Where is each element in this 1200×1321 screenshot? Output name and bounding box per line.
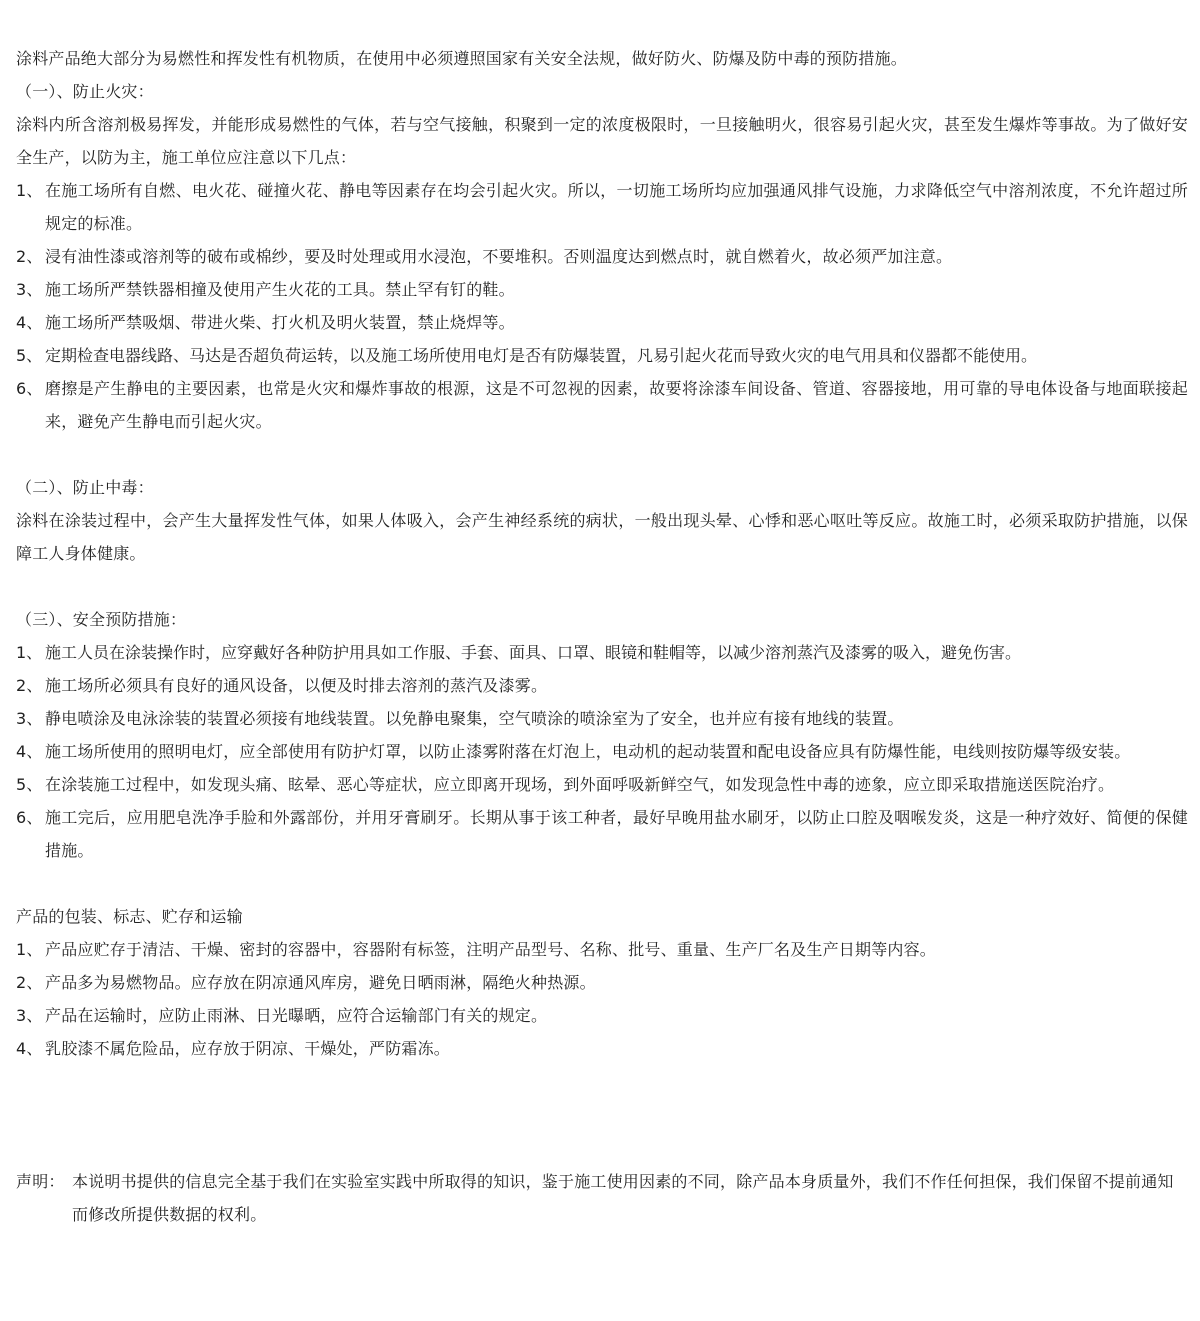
list-item-text: 产品多为易燃物品。应存放在阴凉通风库房，避免日晒雨淋，隔绝火种热源。 [45,973,596,992]
list-item [16,372,1188,438]
list-item-number: 6、 [16,808,43,827]
list-item-number: 4、 [16,1039,43,1058]
list-item-number: 3、 [16,280,43,299]
list-item [16,339,1188,372]
document-body [16,42,1188,1231]
list-item [16,240,1188,273]
list-item-text: 施工场所严禁吸烟、带进火柴、打火机及明火装置，禁止烧焊等。 [45,313,515,332]
section-spacer [16,1065,1188,1165]
list-item-number: 4、 [16,313,43,332]
storage-section-heading: 产品的包装、标志、贮存和运输 [16,907,243,926]
list-item-text: 产品在运输时，应防止雨淋、日光曝晒，应符合运输部门有关的规定。 [45,1006,548,1025]
list-item-number: 2、 [16,973,43,992]
poison-section-description: 涂料在涂装过程中，会产生大量挥发性气体，如果人体吸入，会产生神经系统的病状，一般出现头晕、心悸和恶心呕吐等反应。故施工时，必须采取防护措施，以保障工人身体健康。 [16,511,1188,563]
list-item-text: 静电喷涂及电泳涂装的装置必须接有地线装置。以免静电聚集，空气喷涂的喷涂室为了安全，也并应有接有地线的装置。 [45,709,904,728]
section-spacer [16,570,1188,603]
list-item-text: 在涂装施工过程中，如发现头痛、眩晕、恶心等症状，应立即离开现场，到外面呼吸新鲜空气，如发现急性中毒的迹象，应立即采取措施送医院治疗。 [45,775,1115,794]
safety-section-heading: （三）、安全预防措施： [16,610,187,629]
list-item [16,1032,1188,1065]
list-item-number: 3、 [16,709,43,728]
list-item-text: 施工人员在涂装操作时，应穿戴好各种防护用具如工作服、手套、面具、口罩、眼镜和鞋帽等，以减少溶剂蒸汽及漆雾的吸入，避免伤害。 [45,643,1022,662]
fire-section-heading: （一）、防止火灾： [16,82,154,101]
declaration-label: 声明： [16,1172,65,1191]
list-item-text: 施工场所使用的照明电灯，应全部使用有防护灯罩，以防止漆雾附落在灯泡上，电动机的起动装置和配电设备应具有防爆性能，电线则按防爆等级安装。 [45,742,1131,761]
list-item [16,966,1188,999]
list-item-number: 1、 [16,181,43,200]
list-item [16,669,1188,702]
list-item [16,735,1188,768]
list-item-text: 施工完后，应用肥皂洗净手脸和外露部份，并用牙膏刷牙。长期从事于该工种者，最好早晚用盐水刷牙，以防止口腔及咽喉发炎，这是一种疗效好、简便的保健措施。 [45,808,1188,860]
list-item [16,174,1188,240]
list-item-number: 5、 [16,346,43,365]
list-item-text: 定期检查电器线路、马达是否超负荷运转，以及施工场所使用电灯是否有防爆装置，凡易引起火花而导致火灾的电气用具和仪器都不能使用。 [45,346,1038,365]
list-item-text: 浸有油性漆或溶剂等的破布或棉纱，要及时处理或用水浸泡，不要堆积。否则温度达到燃点时，就自燃着火，故必须严加注意。 [45,247,953,266]
list-item [16,636,1188,669]
list-item [16,702,1188,735]
list-item-text: 产品应贮存于清洁、干燥、密封的容器中，容器附有标签，注明产品型号、名称、批号、重量、生产厂名及生产日期等内容。 [45,940,937,959]
list-item-text: 乳胶漆不属危险品，应存放于阴凉、干燥处，严防霜冻。 [45,1039,451,1058]
declaration [16,1165,1188,1231]
list-item [16,999,1188,1032]
list-item-text: 在施工场所有自燃、电火花、碰撞火花、静电等因素存在均会引起火灾。所以，一切施工场所均应加强通风排气设施，力求降低空气中溶剂浓度，不允许超过所规定的标准。 [45,181,1188,233]
fire-section-description: 涂料内所含溶剂极易挥发，并能形成易燃性的气体，若与空气接触，积聚到一定的浓度极限时，一旦接触明火，很容易引起火灾，甚至发生爆炸等事故。为了做好安全生产，以防为主，施工单位应注意以下几点： [16,115,1188,167]
list-item [16,801,1188,867]
list-item-number: 6、 [16,379,43,398]
list-item-number: 2、 [16,247,43,266]
list-item-number: 1、 [16,643,43,662]
list-item-number: 3、 [16,1006,43,1025]
declaration-text: 本说明书提供的信息完全基于我们在实验室实践中所取得的知识，鉴于施工使用因素的不同，除产品本身质量外，我们不作任何担保，我们保留不提前通知而修改所提供数据的权利。 [72,1172,1174,1224]
section-spacer [16,438,1188,471]
list-item [16,933,1188,966]
list-item-text: 施工场所必须具有良好的通风设备，以便及时排去溶剂的蒸汽及漆雾。 [45,676,548,695]
list-item-number: 4、 [16,742,43,761]
list-item-number: 2、 [16,676,43,695]
list-item [16,306,1188,339]
intro-text: 涂料产品绝大部分为易燃性和挥发性有机物质，在使用中必须遵照国家有关安全法规，做好防火、防爆及防中毒的预防措施。 [16,49,908,68]
list-item-text: 施工场所严禁铁器相撞及使用产生火花的工具。禁止罕有钉的鞋。 [45,280,515,299]
list-item-text: 磨擦是产生静电的主要因素，也常是火灾和爆炸事故的根源，这是不可忽视的因素，故要将涂漆车间设备、管道、容器接地，用可靠的导电体设备与地面联接起来，避免产生静电而引起火灾。 [45,379,1188,431]
list-item-number: 1、 [16,940,43,959]
list-item [16,273,1188,306]
list-item-number: 5、 [16,775,43,794]
section-spacer [16,867,1188,900]
list-item [16,768,1188,801]
poison-section-heading: （二）、防止中毒： [16,478,154,497]
